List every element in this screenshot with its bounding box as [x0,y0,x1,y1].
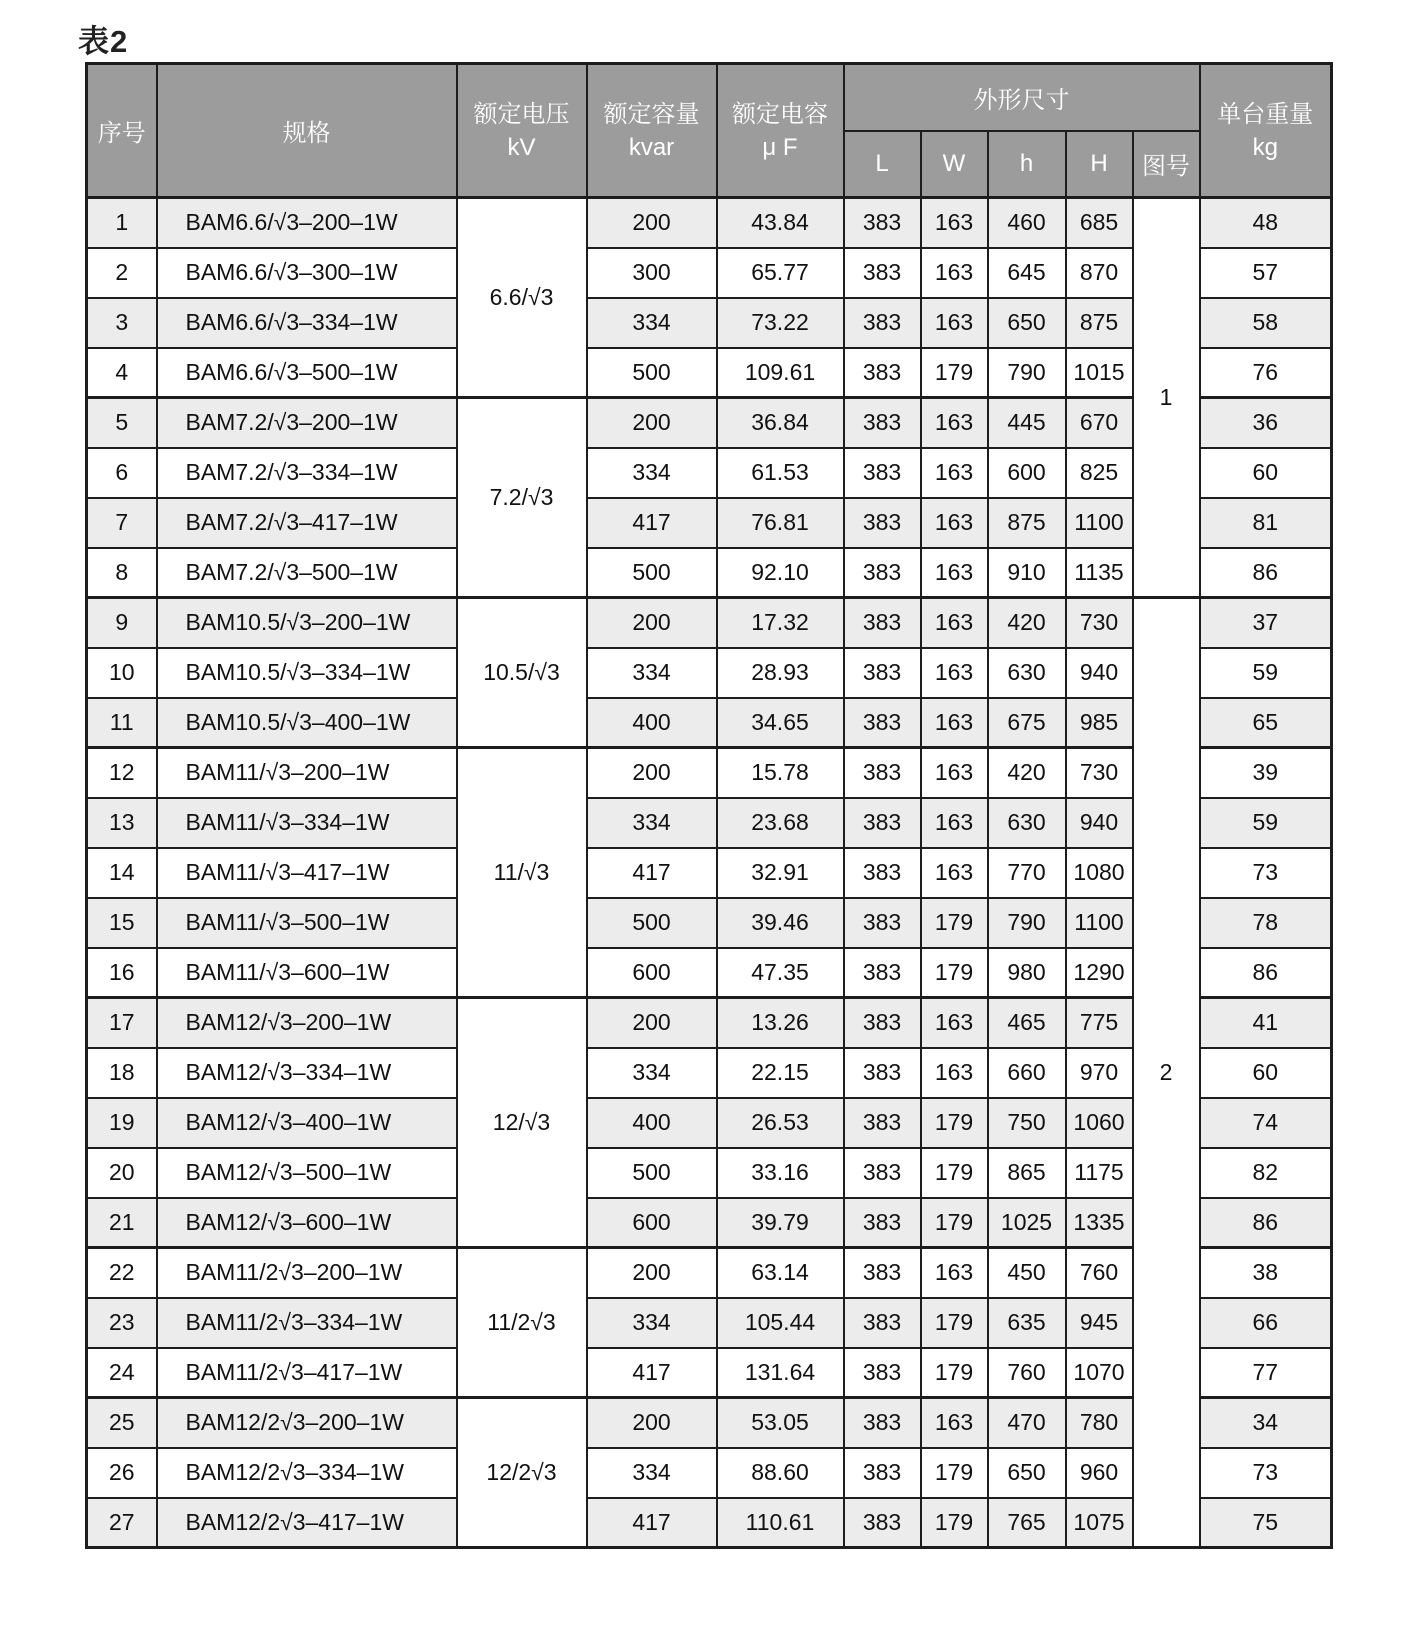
cell-dim-l: 383 [844,898,921,948]
cell-seq: 15 [87,898,157,948]
cell-dim-l: 383 [844,848,921,898]
cell-dim-l: 383 [844,998,921,1048]
cell-capacitance: 39.79 [717,1198,844,1248]
cell-spec: BAM12/√3–400–1W [157,1098,457,1148]
cell-dim-w: 163 [921,448,988,498]
table-row [87,198,1332,248]
cell-dim-w: 179 [921,1348,988,1398]
cell-weight: 57 [1200,248,1332,298]
cell-dim-w: 179 [921,1098,988,1148]
cell-dim-w: 179 [921,1448,988,1498]
cell-spec: BAM12/√3–200–1W [157,998,457,1048]
cell-dim-h-small: 635 [988,1298,1066,1348]
cell-seq: 26 [87,1448,157,1498]
cell-capacitance: 47.35 [717,948,844,998]
cell-dim-h-small: 650 [988,298,1066,348]
cell-dim-h-small: 450 [988,1248,1066,1298]
cell-dim-w: 179 [921,948,988,998]
cell-dim-h-small: 875 [988,498,1066,548]
cell-capacitance: 33.16 [717,1148,844,1198]
cell-dim-w: 163 [921,1048,988,1098]
cell-dim-h-big: 730 [1066,748,1133,798]
cell-capacitance: 22.15 [717,1048,844,1098]
header-unit-weight-label: 单台重量 [1217,100,1314,128]
cell-dim-w: 163 [921,1248,988,1298]
cell-dim-l: 383 [844,1048,921,1098]
cell-spec: BAM11/√3–500–1W [157,898,457,948]
cell-capacity: 417 [587,848,717,898]
cell-dim-l: 383 [844,448,921,498]
table-header [87,64,1332,198]
cell-capacity: 400 [587,698,717,748]
cell-dim-w: 163 [921,398,988,448]
cell-seq: 24 [87,1348,157,1398]
cell-dim-l: 383 [844,248,921,298]
cell-weight: 37 [1200,598,1332,648]
header-rated-capacitance-unit: μ F [762,133,798,161]
cell-dim-h-big: 780 [1066,1398,1133,1448]
cell-dim-l: 383 [844,1198,921,1248]
cell-spec: BAM10.5/√3–400–1W [157,698,457,748]
cell-weight: 60 [1200,448,1332,498]
cell-dim-w: 163 [921,748,988,798]
cell-seq: 5 [87,398,157,448]
cell-dim-h-small: 650 [988,1448,1066,1498]
cell-weight: 36 [1200,398,1332,448]
cell-capacitance: 28.93 [717,648,844,698]
cell-dim-h-big: 960 [1066,1448,1133,1498]
header-rated-voltage [457,64,587,198]
table-body [87,198,1332,1548]
cell-weight: 59 [1200,648,1332,698]
header-seq: 序号 [87,64,157,198]
cell-dim-h-small: 1025 [988,1198,1066,1248]
cell-seq: 1 [87,198,157,248]
cell-dim-l: 383 [844,548,921,598]
cell-weight: 39 [1200,748,1332,798]
cell-dim-h-small: 750 [988,1098,1066,1148]
cell-capacity: 334 [587,1448,717,1498]
header-rated-capacity-label: 额定容量 [603,100,700,128]
cell-spec: BAM7.2/√3–200–1W [157,398,457,448]
cell-dim-w: 179 [921,348,988,398]
cell-spec: BAM7.2/√3–334–1W [157,448,457,498]
cell-weight: 75 [1200,1498,1332,1548]
cell-dim-w: 163 [921,248,988,298]
cell-weight: 60 [1200,1048,1332,1098]
header-rated-capacity-unit: kvar [628,133,675,161]
cell-weight: 78 [1200,898,1332,948]
cell-capacity: 417 [587,498,717,548]
header-dim-l: L [844,131,921,198]
cell-spec: BAM11/2√3–200–1W [157,1248,457,1298]
header-unit-weight-unit: kg [1252,133,1278,161]
cell-dim-h-big: 985 [1066,698,1133,748]
cell-dim-w: 179 [921,1198,988,1248]
cell-dim-l: 383 [844,1248,921,1298]
cell-dim-h-small: 600 [988,448,1066,498]
cell-dim-h-big: 1135 [1066,548,1133,598]
cell-dim-w: 163 [921,648,988,698]
cell-voltage: 6.6/√3 [457,198,587,398]
cell-weight: 73 [1200,1448,1332,1498]
cell-weight: 66 [1200,1298,1332,1348]
cell-capacity: 334 [587,1298,717,1348]
cell-capacitance: 109.61 [717,348,844,398]
cell-capacity: 334 [587,798,717,848]
cell-capacity: 200 [587,398,717,448]
cell-dim-h-big: 1075 [1066,1498,1133,1548]
cell-seq: 14 [87,848,157,898]
cell-dim-w: 163 [921,598,988,648]
cell-capacity: 300 [587,248,717,298]
cell-capacitance: 73.22 [717,298,844,348]
cell-seq: 16 [87,948,157,998]
cell-spec: BAM11/√3–600–1W [157,948,457,998]
cell-dim-l: 383 [844,1148,921,1198]
cell-voltage: 12/2√3 [457,1398,587,1548]
header-dim-w: W [921,131,988,198]
cell-dim-h-big: 670 [1066,398,1133,448]
cell-voltage: 11/2√3 [457,1248,587,1398]
cell-dim-l: 383 [844,1298,921,1348]
cell-dim-h-small: 420 [988,748,1066,798]
cell-weight: 86 [1200,548,1332,598]
cell-spec: BAM12/2√3–334–1W [157,1448,457,1498]
cell-seq: 19 [87,1098,157,1148]
cell-dim-h-big: 1290 [1066,948,1133,998]
cell-spec: BAM11/2√3–417–1W [157,1348,457,1398]
cell-capacitance: 13.26 [717,998,844,1048]
cell-seq: 18 [87,1048,157,1098]
cell-dim-h-big: 1060 [1066,1098,1133,1148]
cell-dim-h-big: 685 [1066,198,1133,248]
cell-dim-h-small: 790 [988,898,1066,948]
cell-dim-h-small: 470 [988,1398,1066,1448]
cell-dim-h-big: 1070 [1066,1348,1133,1398]
cell-dim-l: 383 [844,698,921,748]
cell-dim-h-small: 420 [988,598,1066,648]
cell-weight: 38 [1200,1248,1332,1298]
cell-capacity: 600 [587,948,717,998]
cell-dim-l: 383 [844,1448,921,1498]
cell-capacity: 500 [587,898,717,948]
cell-dim-h-small: 765 [988,1498,1066,1548]
cell-dim-h-big: 945 [1066,1298,1133,1348]
header-dim-h-small: h [988,131,1066,198]
cell-capacity: 500 [587,1148,717,1198]
cell-spec: BAM12/√3–600–1W [157,1198,457,1248]
cell-spec: BAM12/√3–500–1W [157,1148,457,1198]
cell-voltage: 7.2/√3 [457,398,587,598]
cell-dim-w: 163 [921,698,988,748]
cell-capacitance: 131.64 [717,1348,844,1398]
cell-capacity: 200 [587,1248,717,1298]
cell-capacity: 500 [587,548,717,598]
cell-capacitance: 15.78 [717,748,844,798]
cell-dim-l: 383 [844,198,921,248]
cell-dim-h-small: 790 [988,348,1066,398]
header-dim-h-big: H [1066,131,1133,198]
cell-spec: BAM6.6/√3–500–1W [157,348,457,398]
cell-weight: 34 [1200,1398,1332,1448]
cell-capacitance: 76.81 [717,498,844,548]
cell-dim-l: 383 [844,298,921,348]
cell-seq: 10 [87,648,157,698]
cell-weight: 59 [1200,798,1332,848]
cell-voltage: 11/√3 [457,748,587,998]
header-unit-weight [1200,64,1332,198]
cell-capacity: 200 [587,1398,717,1448]
cell-spec: BAM11/2√3–334–1W [157,1298,457,1348]
cell-spec: BAM6.6/√3–200–1W [157,198,457,248]
cell-spec: BAM10.5/√3–200–1W [157,598,457,648]
cell-voltage: 12/√3 [457,998,587,1248]
cell-dim-l: 383 [844,1098,921,1148]
cell-dim-h-big: 1015 [1066,348,1133,398]
cell-weight: 86 [1200,1198,1332,1248]
cell-dim-h-big: 825 [1066,448,1133,498]
cell-spec: BAM11/√3–417–1W [157,848,457,898]
table-title: 表2 [78,24,129,59]
cell-spec: BAM12/2√3–200–1W [157,1398,457,1448]
cell-capacitance: 105.44 [717,1298,844,1348]
cell-seq: 22 [87,1248,157,1298]
cell-weight: 65 [1200,698,1332,748]
cell-dim-l: 383 [844,498,921,548]
cell-dim-h-big: 940 [1066,798,1133,848]
header-figure: 图号 [1133,131,1200,198]
header-rated-capacitance [717,64,844,198]
cell-dim-h-big: 1100 [1066,898,1133,948]
cell-spec: BAM12/√3–334–1W [157,1048,457,1098]
cell-dim-l: 383 [844,1348,921,1398]
cell-capacity: 200 [587,598,717,648]
cell-dim-h-small: 760 [988,1348,1066,1398]
cell-seq: 2 [87,248,157,298]
cell-dim-l: 383 [844,648,921,698]
cell-dim-l: 383 [844,598,921,648]
cell-dim-h-big: 1175 [1066,1148,1133,1198]
cell-dim-h-small: 630 [988,648,1066,698]
cell-dim-w: 179 [921,898,988,948]
cell-seq: 12 [87,748,157,798]
cell-spec: BAM10.5/√3–334–1W [157,648,457,698]
cell-weight: 86 [1200,948,1332,998]
cell-capacitance: 26.53 [717,1098,844,1148]
cell-capacitance: 17.32 [717,598,844,648]
cell-seq: 20 [87,1148,157,1198]
cell-capacity: 417 [587,1498,717,1548]
cell-dim-h-small: 675 [988,698,1066,748]
cell-weight: 74 [1200,1098,1332,1148]
cell-spec: BAM7.2/√3–500–1W [157,548,457,598]
cell-voltage: 10.5/√3 [457,598,587,748]
capacitor-spec-table [85,62,1333,1549]
cell-dim-h-small: 465 [988,998,1066,1048]
cell-dim-w: 163 [921,298,988,348]
cell-figure: 2 [1133,598,1200,1548]
cell-capacity: 600 [587,1198,717,1248]
cell-capacitance: 32.91 [717,848,844,898]
cell-dim-h-big: 760 [1066,1248,1133,1298]
cell-dim-h-big: 875 [1066,298,1133,348]
cell-capacity: 417 [587,1348,717,1398]
cell-seq: 25 [87,1398,157,1448]
header-spec: 规格 [157,64,457,198]
cell-weight: 77 [1200,1348,1332,1398]
cell-dim-w: 163 [921,998,988,1048]
cell-capacity: 334 [587,1048,717,1098]
cell-spec: BAM11/√3–334–1W [157,798,457,848]
cell-capacity: 200 [587,748,717,798]
cell-seq: 17 [87,998,157,1048]
cell-capacity: 334 [587,448,717,498]
cell-dim-l: 383 [844,348,921,398]
cell-capacity: 334 [587,298,717,348]
cell-capacity: 500 [587,348,717,398]
cell-dim-h-big: 940 [1066,648,1133,698]
cell-dim-l: 383 [844,748,921,798]
cell-dim-h-big: 1080 [1066,848,1133,898]
cell-weight: 73 [1200,848,1332,898]
cell-dim-h-big: 870 [1066,248,1133,298]
cell-dim-w: 179 [921,1298,988,1348]
cell-spec: BAM12/2√3–417–1W [157,1498,457,1548]
cell-seq: 9 [87,598,157,648]
cell-dim-w: 163 [921,1398,988,1448]
cell-dim-l: 383 [844,398,921,448]
cell-seq: 3 [87,298,157,348]
cell-dim-h-small: 445 [988,398,1066,448]
cell-weight: 76 [1200,348,1332,398]
cell-capacitance: 53.05 [717,1398,844,1448]
cell-capacitance: 88.60 [717,1448,844,1498]
cell-dim-h-small: 660 [988,1048,1066,1098]
cell-spec: BAM6.6/√3–334–1W [157,298,457,348]
cell-capacitance: 92.10 [717,548,844,598]
cell-dim-h-big: 970 [1066,1048,1133,1098]
cell-seq: 7 [87,498,157,548]
cell-dim-w: 163 [921,548,988,598]
cell-dim-h-big: 775 [1066,998,1133,1048]
cell-capacity: 400 [587,1098,717,1148]
cell-seq: 8 [87,548,157,598]
cell-dim-h-small: 865 [988,1148,1066,1198]
cell-dim-w: 163 [921,498,988,548]
cell-capacitance: 34.65 [717,698,844,748]
header-rated-voltage-unit: kV [507,133,536,161]
cell-dim-l: 383 [844,1398,921,1448]
cell-dim-w: 163 [921,198,988,248]
cell-capacitance: 39.46 [717,898,844,948]
header-dimensions: 外形尺寸 [844,64,1200,131]
table-row [87,598,1332,648]
cell-figure: 1 [1133,198,1200,598]
cell-capacitance: 63.14 [717,1248,844,1298]
cell-dim-h-big: 1100 [1066,498,1133,548]
cell-dim-w: 163 [921,798,988,848]
cell-capacitance: 110.61 [717,1498,844,1548]
cell-dim-h-small: 645 [988,248,1066,298]
cell-seq: 23 [87,1298,157,1348]
cell-seq: 21 [87,1198,157,1248]
cell-dim-l: 383 [844,798,921,848]
cell-dim-w: 179 [921,1148,988,1198]
cell-weight: 58 [1200,298,1332,348]
cell-spec: BAM7.2/√3–417–1W [157,498,457,548]
cell-dim-h-small: 980 [988,948,1066,998]
cell-dim-h-small: 770 [988,848,1066,898]
cell-capacitance: 65.77 [717,248,844,298]
cell-dim-h-big: 730 [1066,598,1133,648]
cell-seq: 27 [87,1498,157,1548]
header-rated-capacity [587,64,717,198]
cell-dim-l: 383 [844,948,921,998]
cell-spec: BAM11/√3–200–1W [157,748,457,798]
cell-capacitance: 23.68 [717,798,844,848]
cell-seq: 6 [87,448,157,498]
cell-capacitance: 36.84 [717,398,844,448]
cell-weight: 41 [1200,998,1332,1048]
cell-capacity: 200 [587,198,717,248]
header-rated-voltage-label: 额定电压 [473,100,570,128]
cell-dim-h-big: 1335 [1066,1198,1133,1248]
cell-dim-h-small: 910 [988,548,1066,598]
cell-weight: 82 [1200,1148,1332,1198]
cell-capacity: 334 [587,648,717,698]
cell-capacitance: 61.53 [717,448,844,498]
cell-seq: 13 [87,798,157,848]
cell-seq: 4 [87,348,157,398]
cell-dim-l: 383 [844,1498,921,1548]
header-row-1 [87,64,1332,131]
cell-dim-h-small: 460 [988,198,1066,248]
cell-weight: 81 [1200,498,1332,548]
cell-dim-w: 179 [921,1498,988,1548]
cell-weight: 48 [1200,198,1332,248]
cell-dim-w: 163 [921,848,988,898]
cell-capacity: 200 [587,998,717,1048]
cell-capacitance: 43.84 [717,198,844,248]
cell-seq: 11 [87,698,157,748]
cell-dim-h-small: 630 [988,798,1066,848]
header-rated-capacitance-label: 额定电容 [732,100,828,128]
cell-spec: BAM6.6/√3–300–1W [157,248,457,298]
